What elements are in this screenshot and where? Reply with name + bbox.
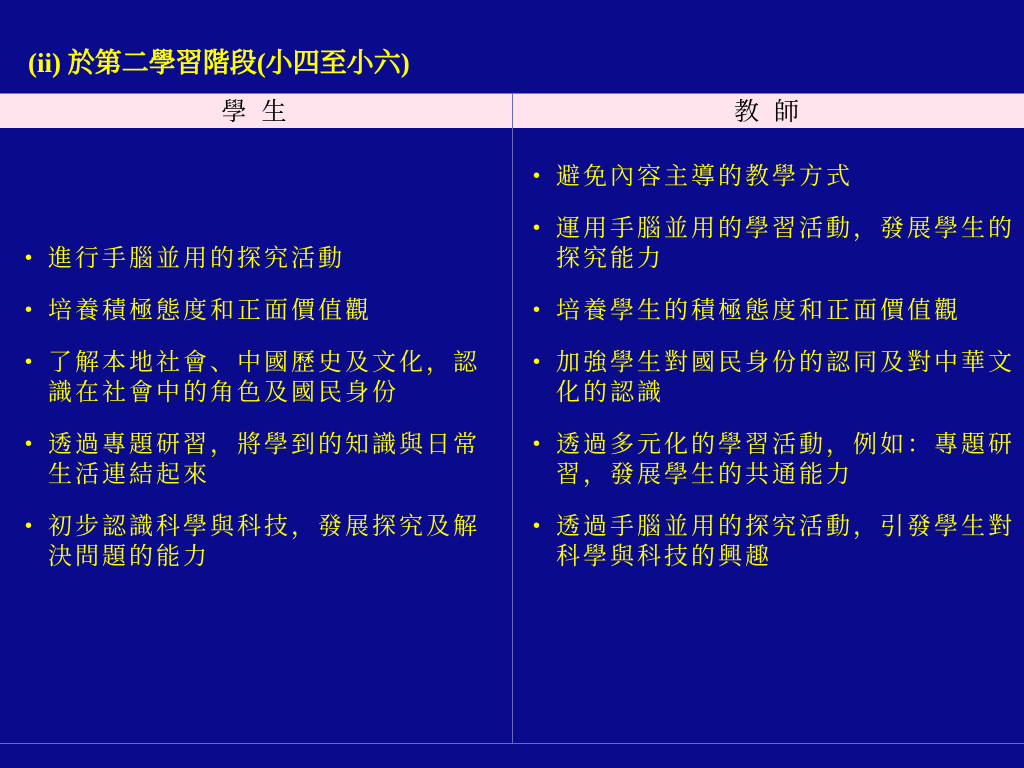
header-students: 學 生 <box>221 98 291 126</box>
list-item-text: 透過多元化的學習活動，例如：專題研習，發展學生的共通能力 <box>556 430 1015 488</box>
list-item <box>18 243 498 273</box>
list-item-text: 避免內容主導的教學方式 <box>556 162 853 190</box>
list-item <box>526 511 1024 571</box>
bullet-icon: • <box>533 433 544 455</box>
list-item-text: 進行手腦並用的探究活動 <box>48 244 345 272</box>
comparison-table <box>0 93 1024 744</box>
list-item-text: 透過手腦並用的探究活動，引發學生對科學與科技的興趣 <box>556 512 1015 570</box>
list-item <box>18 295 498 325</box>
students-list <box>18 243 498 593</box>
list-item-text: 初步認識科學與科技，發展探究及解決問題的能力 <box>48 512 480 570</box>
list-item <box>526 429 1024 489</box>
list-item-text: 了解本地社會、中國歷史及文化，認識在社會中的角色及國民身份 <box>48 348 480 406</box>
table-bottom-border <box>0 743 1024 744</box>
bullet-icon: • <box>25 515 36 537</box>
bullet-icon: • <box>25 351 36 373</box>
list-item-text: 透過專題研習，將學到的知識與日常生活連結起來 <box>48 430 480 488</box>
bullet-icon: • <box>25 299 36 321</box>
teachers-list <box>526 161 1024 593</box>
list-item <box>18 347 498 407</box>
students-column <box>0 127 512 744</box>
list-item-text: 培養學生的積極態度和正面價值觀 <box>556 296 961 324</box>
bullet-icon: • <box>533 299 544 321</box>
list-item <box>526 295 1024 325</box>
bullet-icon: • <box>25 433 36 455</box>
list-item-text: 加強學生對國民身份的認同及對中華文化的認識 <box>556 348 1015 406</box>
list-item <box>526 347 1024 407</box>
list-item <box>526 161 1024 191</box>
bullet-icon: • <box>25 247 36 269</box>
bullet-icon: • <box>533 351 544 373</box>
bullet-icon: • <box>533 165 544 187</box>
slide-title: (ii) 於第二學習階段(小四至小六) <box>28 48 410 78</box>
list-item-text: 運用手腦並用的學習活動，發展學生的探究能力 <box>556 214 1015 272</box>
list-item <box>18 429 498 489</box>
bullet-icon: • <box>533 515 544 537</box>
header-teachers: 教 師 <box>734 98 803 126</box>
bullet-icon: • <box>533 217 544 239</box>
list-item-text: 培養積極態度和正面價值觀 <box>48 296 372 324</box>
list-item <box>526 213 1024 273</box>
list-item <box>18 511 498 571</box>
teachers-column <box>513 127 1024 744</box>
